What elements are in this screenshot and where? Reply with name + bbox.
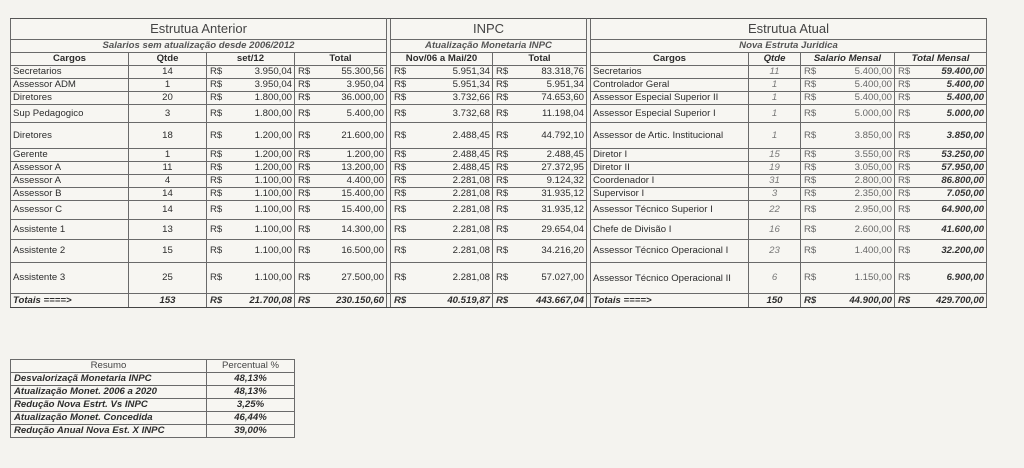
cargo-cell: Assessor A	[11, 162, 129, 175]
qtde-atual-cell: 1	[749, 79, 801, 92]
currency-cell: R$	[207, 149, 229, 162]
summary-percentage: 48,13%	[207, 386, 295, 399]
qtde-atual-cell: 1	[749, 105, 801, 123]
currency-cell: R$	[801, 240, 823, 263]
currency-cell: R$	[493, 294, 515, 308]
inpc-total-cell: 34.216,20	[515, 240, 587, 263]
currency-cell: R$	[207, 162, 229, 175]
totals-inpc: 40.519,87	[413, 294, 493, 308]
inpc-value-cell: 2.281,08	[413, 220, 493, 240]
qtde-atual-cell: 15	[749, 149, 801, 162]
totals-total-mensal: 429.700,00	[917, 294, 987, 308]
total-cell: 14.300,00	[317, 220, 387, 240]
currency-cell: R$	[391, 92, 413, 105]
currency-cell: R$	[207, 92, 229, 105]
qtde-cell: 14	[129, 66, 207, 79]
total-mensal-cell: 59.400,00	[917, 66, 987, 79]
table-row	[11, 92, 987, 105]
total-cell: 13.200,00	[317, 162, 387, 175]
currency-cell: R$	[895, 294, 917, 308]
summary-percentage: 39,00%	[207, 425, 295, 438]
col-qtde-header: Qtde	[129, 53, 207, 66]
totals-salario: 44.900,00	[823, 294, 895, 308]
total-mensal-cell: 6.900,00	[917, 263, 987, 294]
cargo-atual-cell: Diretor II	[591, 162, 749, 175]
currency-cell: R$	[493, 79, 515, 92]
currency-cell: R$	[493, 263, 515, 294]
table-row	[11, 263, 987, 294]
table-row	[11, 123, 987, 149]
qtde-atual-cell: 3	[749, 188, 801, 201]
atual-subtitle: Nova Estruta Juridica	[591, 40, 987, 53]
currency-cell: R$	[801, 188, 823, 201]
cargo-cell: Diretores	[11, 92, 129, 105]
table-row	[11, 201, 987, 220]
currency-cell: R$	[207, 66, 229, 79]
inpc-total-cell: 74.653,60	[515, 92, 587, 105]
total-cell: 4.400,00	[317, 175, 387, 188]
salario-cell: 1.400,00	[823, 240, 895, 263]
total-cell: 21.600,00	[317, 123, 387, 149]
inpc-value-cell: 2.281,08	[413, 175, 493, 188]
set12-cell: 3.950,04	[229, 66, 295, 79]
currency-cell: R$	[493, 162, 515, 175]
inpc-value-cell: 2.488,45	[413, 149, 493, 162]
currency-cell: R$	[295, 92, 317, 105]
table-row	[11, 66, 987, 79]
currency-cell: R$	[295, 220, 317, 240]
cargo-cell: Assessor B	[11, 188, 129, 201]
total-mensal-cell: 32.200,00	[917, 240, 987, 263]
col-salario-header: Salario Mensal	[801, 53, 895, 66]
qtde-cell: 4	[129, 175, 207, 188]
currency-cell: R$	[207, 240, 229, 263]
salario-cell: 2.950,00	[823, 201, 895, 220]
inpc-value-cell: 2.281,08	[413, 240, 493, 263]
column-header-row	[11, 53, 987, 66]
inpc-total-cell: 57.027,00	[515, 263, 587, 294]
inpc-title: INPC	[391, 19, 587, 40]
currency-cell: R$	[493, 188, 515, 201]
currency-cell: R$	[895, 66, 917, 79]
cargo-atual-cell: Supervisor I	[591, 188, 749, 201]
anterior-subtitle: Salarios sem atualização desde 2006/2012	[11, 40, 387, 53]
col-qtde-atual-header: Qtde	[749, 53, 801, 66]
atual-title: Estrutua Atual	[591, 19, 987, 40]
salary-comparison-sheet	[10, 18, 987, 308]
set12-cell: 1.100,00	[229, 188, 295, 201]
set12-cell: 3.950,04	[229, 79, 295, 92]
col-set12-header: set/12	[207, 53, 295, 66]
currency-cell: R$	[895, 175, 917, 188]
total-mensal-cell: 53.250,00	[917, 149, 987, 162]
inpc-total-cell: 29.654,04	[515, 220, 587, 240]
qtde-cell: 20	[129, 92, 207, 105]
inpc-total-cell: 9.124,32	[515, 175, 587, 188]
summary-header-label: Resumo	[11, 360, 207, 373]
totals-label-atual: Totais ====>	[591, 294, 749, 308]
inpc-total-cell: 27.372,95	[515, 162, 587, 175]
qtde-cell: 25	[129, 263, 207, 294]
summary-percentage: 46,44%	[207, 412, 295, 425]
total-cell: 27.500,00	[317, 263, 387, 294]
table-row	[11, 79, 987, 92]
summary-row	[11, 373, 295, 386]
currency-cell: R$	[801, 123, 823, 149]
currency-cell: R$	[295, 175, 317, 188]
salario-cell: 5.400,00	[823, 66, 895, 79]
total-mensal-cell: 86.800,00	[917, 175, 987, 188]
qtde-atual-cell: 1	[749, 123, 801, 149]
inpc-value-cell: 3.732,68	[413, 105, 493, 123]
col-inpc-period-header: Nov/06 a Mai/20	[391, 53, 493, 66]
qtde-atual-cell: 11	[749, 66, 801, 79]
currency-cell: R$	[895, 79, 917, 92]
inpc-value-cell: 2.281,08	[413, 263, 493, 294]
currency-cell: R$	[391, 149, 413, 162]
currency-cell: R$	[295, 149, 317, 162]
salario-cell: 2.600,00	[823, 220, 895, 240]
total-mensal-cell: 3.850,00	[917, 123, 987, 149]
currency-cell: R$	[493, 175, 515, 188]
currency-cell: R$	[207, 201, 229, 220]
qtde-cell: 18	[129, 123, 207, 149]
totals-inpc-total: 443.667,04	[515, 294, 587, 308]
salario-cell: 3.850,00	[823, 123, 895, 149]
currency-cell: R$	[493, 201, 515, 220]
currency-cell: R$	[207, 175, 229, 188]
currency-cell: R$	[295, 188, 317, 201]
cargo-atual-cell: Assessor Técnico Operacional II	[591, 263, 749, 294]
set12-cell: 1.100,00	[229, 263, 295, 294]
cargo-cell: Sup Pedagogico	[11, 105, 129, 123]
summary-row	[11, 399, 295, 412]
currency-cell: R$	[493, 149, 515, 162]
inpc-total-cell: 11.198,04	[515, 105, 587, 123]
currency-cell: R$	[295, 294, 317, 308]
totals-row	[11, 294, 987, 308]
col-cargos-atual-header: Cargos	[591, 53, 749, 66]
currency-cell: R$	[391, 79, 413, 92]
qtde-atual-cell: 6	[749, 263, 801, 294]
cargo-cell: Diretores	[11, 123, 129, 149]
inpc-value-cell: 5.951,34	[413, 66, 493, 79]
summary-table	[10, 359, 295, 438]
currency-cell: R$	[895, 240, 917, 263]
inpc-subtitle: Atualização Monetaria INPC	[391, 40, 587, 53]
currency-cell: R$	[493, 220, 515, 240]
qtde-cell: 13	[129, 220, 207, 240]
currency-cell: R$	[391, 66, 413, 79]
summary-percentage: 48,13%	[207, 373, 295, 386]
set12-cell: 1.100,00	[229, 201, 295, 220]
salario-cell: 2.350,00	[823, 188, 895, 201]
totals-set12: 21.700,08	[229, 294, 295, 308]
col-cargos-header: Cargos	[11, 53, 129, 66]
currency-cell: R$	[493, 240, 515, 263]
currency-cell: R$	[391, 220, 413, 240]
total-cell: 15.400,00	[317, 188, 387, 201]
inpc-total-cell: 31.935,12	[515, 188, 587, 201]
qtde-atual-cell: 16	[749, 220, 801, 240]
summary-row	[11, 425, 295, 438]
currency-cell: R$	[801, 149, 823, 162]
salario-cell: 3.550,00	[823, 149, 895, 162]
currency-cell: R$	[801, 220, 823, 240]
inpc-total-cell: 44.792,10	[515, 123, 587, 149]
set12-cell: 1.200,00	[229, 123, 295, 149]
total-mensal-cell: 64.900,00	[917, 201, 987, 220]
currency-cell: R$	[801, 263, 823, 294]
summary-label: Redução Nova Estrt. Vs INPC	[11, 399, 207, 412]
total-mensal-cell: 41.600,00	[917, 220, 987, 240]
salario-cell: 5.000,00	[823, 105, 895, 123]
total-cell: 15.400,00	[317, 201, 387, 220]
summary-row	[11, 386, 295, 399]
set12-cell: 1.800,00	[229, 105, 295, 123]
currency-cell: R$	[895, 149, 917, 162]
table-row	[11, 149, 987, 162]
qtde-cell: 14	[129, 188, 207, 201]
set12-cell: 1.100,00	[229, 240, 295, 263]
currency-cell: R$	[391, 175, 413, 188]
cargo-cell: Assistente 3	[11, 263, 129, 294]
salario-cell: 2.800,00	[823, 175, 895, 188]
summary-label: Redução Anual Nova Est. X INPC	[11, 425, 207, 438]
cargo-cell: Assessor A	[11, 175, 129, 188]
salario-cell: 5.400,00	[823, 92, 895, 105]
cargo-atual-cell: Assessor de Artic. Institucional	[591, 123, 749, 149]
summary-label: Atualização Monet. 2006 a 2020	[11, 386, 207, 399]
inpc-value-cell: 5.951,34	[413, 79, 493, 92]
currency-cell: R$	[801, 105, 823, 123]
cargo-atual-cell: Coordenador I	[591, 175, 749, 188]
summary-header-row	[11, 360, 295, 373]
currency-cell: R$	[391, 188, 413, 201]
set12-cell: 1.100,00	[229, 175, 295, 188]
inpc-total-cell: 5.951,34	[515, 79, 587, 92]
totals-total: 230.150,60	[317, 294, 387, 308]
cargo-atual-cell: Controlador Geral	[591, 79, 749, 92]
qtde-cell: 11	[129, 162, 207, 175]
inpc-value-cell: 2.488,45	[413, 162, 493, 175]
currency-cell: R$	[801, 92, 823, 105]
salario-cell: 5.400,00	[823, 79, 895, 92]
cargo-cell: Gerente	[11, 149, 129, 162]
currency-cell: R$	[801, 294, 823, 308]
currency-cell: R$	[895, 105, 917, 123]
table-row	[11, 162, 987, 175]
currency-cell: R$	[801, 66, 823, 79]
total-mensal-cell: 7.050,00	[917, 188, 987, 201]
totals-qtde-atual: 150	[749, 294, 801, 308]
set12-cell: 1.800,00	[229, 92, 295, 105]
inpc-value-cell: 3.732,66	[413, 92, 493, 105]
currency-cell: R$	[207, 79, 229, 92]
qtde-atual-cell: 1	[749, 92, 801, 105]
salario-cell: 1.150,00	[823, 263, 895, 294]
salario-cell: 3.050,00	[823, 162, 895, 175]
set12-cell: 1.200,00	[229, 149, 295, 162]
currency-cell: R$	[493, 66, 515, 79]
inpc-total-cell: 31.935,12	[515, 201, 587, 220]
summary-label: Atualização Monet. Concedida	[11, 412, 207, 425]
salary-table	[10, 18, 987, 308]
total-cell: 55.300,56	[317, 66, 387, 79]
set12-cell: 1.200,00	[229, 162, 295, 175]
cargo-cell: Secretarios	[11, 66, 129, 79]
total-mensal-cell: 5.400,00	[917, 92, 987, 105]
currency-cell: R$	[207, 220, 229, 240]
inpc-total-cell: 2.488,45	[515, 149, 587, 162]
cargo-cell: Assistente 1	[11, 220, 129, 240]
totals-qtde: 153	[129, 294, 207, 308]
currency-cell: R$	[391, 201, 413, 220]
currency-cell: R$	[295, 240, 317, 263]
cargo-cell: Assistente 2	[11, 240, 129, 263]
currency-cell: R$	[295, 162, 317, 175]
col-total-header: Total	[295, 53, 387, 66]
table-row	[11, 188, 987, 201]
inpc-value-cell: 2.281,08	[413, 188, 493, 201]
total-cell: 1.200,00	[317, 149, 387, 162]
summary-header-pct: Percentual %	[207, 360, 295, 373]
col-inpc-total-header: Total	[493, 53, 587, 66]
summary-label: Desvalorizaçã Monetaria INPC	[11, 373, 207, 386]
inpc-value-cell: 2.488,45	[413, 123, 493, 149]
total-cell: 5.400,00	[317, 105, 387, 123]
summary-percentage: 3,25%	[207, 399, 295, 412]
table-row	[11, 220, 987, 240]
qtde-cell: 1	[129, 149, 207, 162]
total-cell: 16.500,00	[317, 240, 387, 263]
currency-cell: R$	[207, 263, 229, 294]
cargo-atual-cell: Diretor I	[591, 149, 749, 162]
currency-cell: R$	[207, 105, 229, 123]
section-subheader-row	[11, 40, 987, 53]
currency-cell: R$	[895, 162, 917, 175]
currency-cell: R$	[895, 188, 917, 201]
section-header-row	[11, 19, 987, 40]
currency-cell: R$	[391, 263, 413, 294]
qtde-cell: 1	[129, 79, 207, 92]
currency-cell: R$	[895, 123, 917, 149]
table-row	[11, 175, 987, 188]
currency-cell: R$	[295, 263, 317, 294]
currency-cell: R$	[801, 201, 823, 220]
cargo-cell: Assessor ADM	[11, 79, 129, 92]
set12-cell: 1.100,00	[229, 220, 295, 240]
qtde-atual-cell: 19	[749, 162, 801, 175]
qtde-atual-cell: 31	[749, 175, 801, 188]
total-mensal-cell: 5.000,00	[917, 105, 987, 123]
cargo-atual-cell: Secretarios	[591, 66, 749, 79]
currency-cell: R$	[295, 201, 317, 220]
currency-cell: R$	[801, 79, 823, 92]
currency-cell: R$	[801, 175, 823, 188]
qtde-cell: 15	[129, 240, 207, 263]
currency-cell: R$	[207, 123, 229, 149]
currency-cell: R$	[295, 105, 317, 123]
currency-cell: R$	[295, 79, 317, 92]
qtde-cell: 3	[129, 105, 207, 123]
currency-cell: R$	[391, 105, 413, 123]
currency-cell: R$	[493, 123, 515, 149]
currency-cell: R$	[895, 263, 917, 294]
summary-row	[11, 412, 295, 425]
cargo-atual-cell: Assessor Técnico Operacional I	[591, 240, 749, 263]
qtde-cell: 14	[129, 201, 207, 220]
total-cell: 3.950,04	[317, 79, 387, 92]
currency-cell: R$	[391, 123, 413, 149]
currency-cell: R$	[493, 92, 515, 105]
total-mensal-cell: 57.950,00	[917, 162, 987, 175]
table-row	[11, 105, 987, 123]
cargo-atual-cell: Chefe de Divisão I	[591, 220, 749, 240]
cargo-cell: Assessor C	[11, 201, 129, 220]
cargo-atual-cell: Assessor Técnico Superior I	[591, 201, 749, 220]
currency-cell: R$	[493, 105, 515, 123]
currency-cell: R$	[895, 201, 917, 220]
currency-cell: R$	[391, 294, 413, 308]
currency-cell: R$	[391, 162, 413, 175]
cargo-atual-cell: Assessor Especial Superior II	[591, 92, 749, 105]
qtde-atual-cell: 22	[749, 201, 801, 220]
cargo-atual-cell: Assessor Especial Superior I	[591, 105, 749, 123]
table-row	[11, 240, 987, 263]
qtde-atual-cell: 23	[749, 240, 801, 263]
currency-cell: R$	[207, 188, 229, 201]
currency-cell: R$	[801, 162, 823, 175]
total-cell: 36.000,00	[317, 92, 387, 105]
currency-cell: R$	[295, 123, 317, 149]
inpc-value-cell: 2.281,08	[413, 201, 493, 220]
currency-cell: R$	[391, 240, 413, 263]
col-total-mensal-header: Total Mensal	[895, 53, 987, 66]
currency-cell: R$	[295, 66, 317, 79]
currency-cell: R$	[895, 220, 917, 240]
currency-cell: R$	[207, 294, 229, 308]
inpc-total-cell: 83.318,76	[515, 66, 587, 79]
anterior-title: Estrutua Anterior	[11, 19, 387, 40]
currency-cell: R$	[895, 92, 917, 105]
total-mensal-cell: 5.400,00	[917, 79, 987, 92]
totals-label: Totais ====>	[11, 294, 129, 308]
